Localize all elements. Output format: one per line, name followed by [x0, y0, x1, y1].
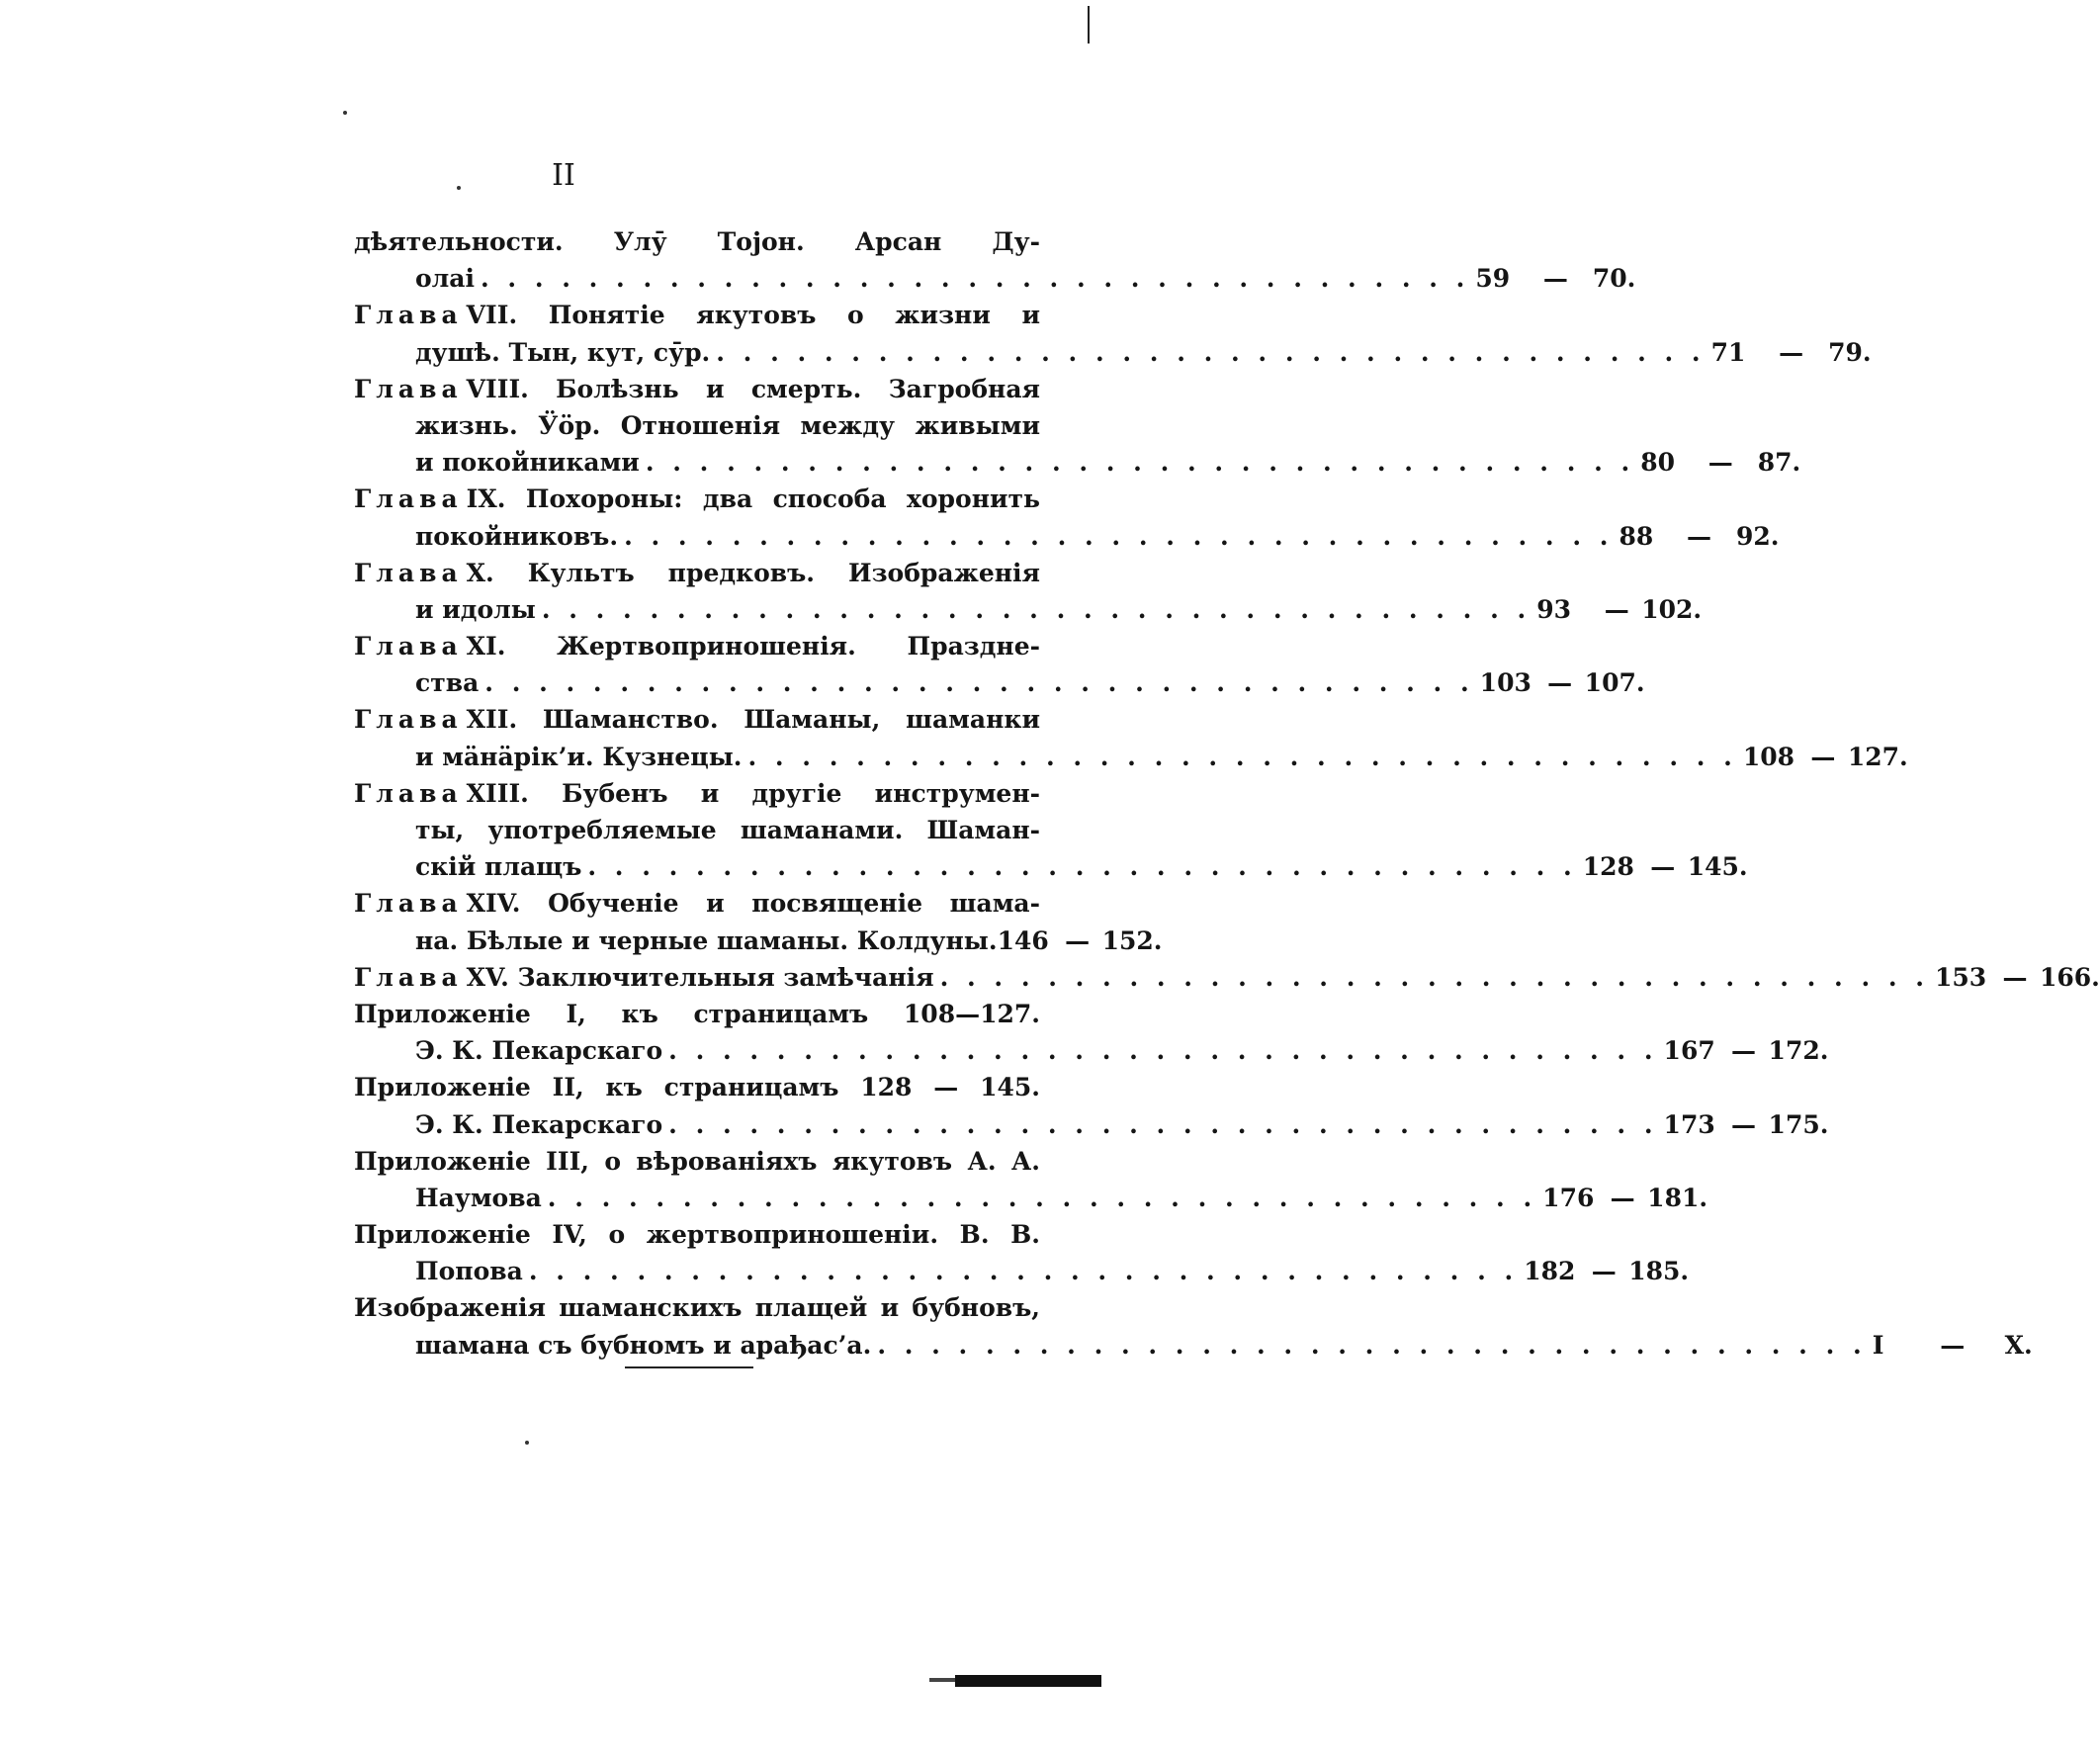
toc-entry-title: Э. К. Пекарскаго [415, 1109, 663, 1139]
page-from: I [1872, 1330, 1884, 1360]
page-to: 172. [1768, 1036, 1829, 1066]
toc-entry-title: X. Культъ предковъ. Изображенія [466, 558, 1040, 587]
print-speck [525, 1441, 529, 1445]
dot-leader: . . . . . . . . . . . . . . . . . . . . . . . . . . . . . . . . . . . . . [877, 1330, 1867, 1360]
range-dash: — [1731, 1109, 1757, 1139]
toc-entry-title: и мӓнӓрік’и. Кузнецы. [415, 742, 743, 771]
toc-entry-title: и покойниками [415, 448, 640, 478]
page-range [1873, 1327, 2033, 1364]
page-to: 181. [1647, 1183, 1708, 1212]
toc-entry-title: XI. Жертвоприношенія. Праздне- [466, 632, 1040, 661]
toc-line [354, 1069, 1088, 1105]
toc-line [354, 1143, 1088, 1180]
chapter-label: Глава [354, 778, 463, 808]
toc-line [354, 664, 1645, 701]
range-dash: — [1610, 1183, 1635, 1212]
dot-leader: . . . . . . . . . . . . . . . . . . . . . . . . . . . . . . . . . . . . . [547, 1183, 1537, 1212]
toc-entry-title: Приложеніе IV, о жертвоприношеніи. В. В. [354, 1220, 1040, 1250]
range-dash: — [1547, 668, 1573, 698]
page-to: 152. [1101, 925, 1163, 955]
toc-line [354, 812, 1088, 848]
page-from: 71 [1710, 337, 1746, 367]
page-from: 93 [1536, 594, 1571, 624]
page-edge-mark [1088, 6, 1090, 44]
toc-entry-title: VII. Понятіе якутовъ о жизни и [466, 301, 1040, 330]
toc-line [354, 555, 1088, 591]
range-dash: — [1604, 594, 1629, 624]
toc-line [354, 1253, 1690, 1289]
toc-line [354, 1289, 1088, 1326]
toc-line [354, 407, 1088, 444]
range-dash: — [1065, 925, 1091, 955]
page-to: 107. [1584, 668, 1645, 698]
page-range [1742, 739, 1908, 775]
toc-line [354, 1327, 2033, 1364]
range-dash: — [2002, 962, 2028, 992]
chapter-label: Глава [354, 962, 463, 992]
dot-leader: . . . . . . . . . . . . . . . . . . . . . . . . . . . . . . . . . . . . . [645, 448, 1635, 478]
toc-entry-title: дѣятельности. Улӯ Тојон. Арсан Ду- [354, 227, 1040, 256]
toc-line [354, 1106, 1829, 1143]
dot-leader: . . . . . . . . . . . . . . . . . . . . . . . . . . . . . . . . . . . . . [939, 962, 1929, 992]
toc-entry-title: VIII. Болѣзнь и смерть. Загробная [466, 374, 1040, 403]
chapter-label: Глава [354, 889, 463, 919]
chapter-label: Глава [354, 484, 463, 514]
dot-leader: . . . . . . . . . . . . . . . . . . . . . . . . . . . . . . . . . . . . . [668, 1109, 1658, 1139]
dot-leader: . . . . . . . . . . . . . . . . . . . . . . . . . . . . . . . . . . . . . [587, 852, 1577, 882]
page-from: 146 [997, 925, 1049, 955]
toc-entry-title: XII. Шаманство. Шаманы, шаманки [466, 705, 1040, 735]
toc-line [354, 1180, 1708, 1216]
toc-line [354, 1032, 1829, 1069]
toc-entry-title: скій плащъ [415, 852, 582, 882]
toc-line [354, 223, 1088, 260]
toc-entry-title: IX. Похороны: два способа хоронить [466, 484, 1040, 514]
page-range [1934, 959, 2100, 996]
page-to: 175. [1768, 1109, 1829, 1139]
toc-entry-title: Приложеніе III, о вѣрованіяхъ якутовъ А. А. [354, 1146, 1040, 1176]
page-range [1663, 1032, 1829, 1069]
range-dash: — [1731, 1036, 1757, 1066]
page-to: 127. [1847, 742, 1908, 771]
page-range [997, 923, 1163, 959]
page-range [1479, 664, 1645, 701]
page-to: 92. [1735, 521, 1780, 551]
chapter-label: Глава [354, 705, 463, 735]
chapter-label: Глава [354, 558, 463, 587]
range-dash: — [1810, 742, 1836, 771]
page-range [1663, 1106, 1829, 1143]
toc-entry-title: шамана съ бубномъ и арађас’а. [415, 1330, 872, 1360]
toc-line [354, 1216, 1088, 1253]
toc-line [354, 775, 1088, 812]
dot-leader: . . . . . . . . . . . . . . . . . . . . . . . . . . . . . . . . . . . . . [747, 742, 1737, 771]
page-from: 59 [1475, 264, 1511, 294]
dot-leader: . . . . . . . . . . . . . . . . . . . . . . . . . . . . . . . . . . . . . [668, 1036, 1658, 1066]
range-dash: — [1650, 852, 1676, 882]
dot-leader: . . . . . . . . . . . . . . . . . . . . . . . . . . . . . . . . . . . . . [716, 337, 1706, 367]
toc-entry-title: ты, употребляемые шаманами. Шаман- [415, 816, 1040, 844]
toc-entry-title: душѣ. Тын, кут, сӯр. [415, 337, 711, 367]
range-dash: — [1542, 264, 1568, 294]
toc-line [354, 518, 1780, 555]
page-range [1524, 1253, 1690, 1289]
dot-leader: . . . . . . . . . . . . . . . . . . . . . . . . . . . . . . . . . . . . . [624, 521, 1614, 551]
page-from: 128 [1582, 852, 1634, 882]
page-range [1711, 334, 1872, 371]
toc-entry-title: XV. Заключительныя замѣчанія [466, 962, 934, 992]
toc-line [354, 848, 1748, 885]
page-from: 182 [1524, 1257, 1576, 1286]
toc-entry-title: жизнь. Ӱӧр. Отношенія между живыми [415, 410, 1040, 440]
dot-leader: . . . . . . . . . . . . . . . . . . . . . . . . . . . . . . . . . . . . . [528, 1257, 1519, 1286]
toc-line [354, 371, 1088, 407]
page-range [1582, 848, 1748, 885]
table-of-contents [354, 223, 2100, 1364]
print-speck [457, 186, 461, 190]
toc-line [354, 923, 1163, 959]
toc-line [354, 444, 1801, 481]
toc-entry-title: Э. К. Пекарскаго [415, 1036, 663, 1066]
toc-entry-title: покойниковъ. [415, 521, 619, 551]
toc-line [354, 739, 1908, 775]
page-to: 185. [1628, 1257, 1690, 1286]
toc-entry-title: Приложеніе I, къ страницамъ 108—127. [354, 999, 1040, 1028]
page-range [1542, 1180, 1708, 1216]
toc-line [354, 334, 1872, 371]
toc-entry-title: XIV. Обученіе и посвященіе шама- [466, 889, 1040, 919]
toc-line [354, 996, 1088, 1032]
toc-line [354, 628, 1088, 664]
toc-entry-title: ства [415, 668, 480, 698]
range-dash: — [1779, 337, 1804, 367]
range-dash: — [1591, 1257, 1617, 1286]
page-from: 167 [1663, 1036, 1715, 1066]
page-from: 103 [1479, 668, 1531, 698]
chapter-label: Глава [354, 301, 463, 330]
toc-entry-title: Изображенія шаманскихъ плащей и бубновъ, [354, 1293, 1040, 1323]
toc-entry-title: Попова [415, 1257, 523, 1286]
toc-entry-title: Наумова [415, 1183, 542, 1212]
page-to: 79. [1828, 337, 1872, 367]
page-range [1475, 260, 1635, 297]
page-from: 88 [1619, 521, 1654, 551]
toc-entry-title: олаі [415, 264, 475, 294]
closing-rule [625, 1366, 753, 1368]
toc-line [354, 591, 1703, 628]
page-to: 145. [1687, 852, 1748, 882]
page-from: 80 [1640, 448, 1676, 478]
toc-line [354, 481, 1088, 517]
page-to: X. [2004, 1330, 2033, 1360]
toc-line [354, 701, 1088, 738]
page-range [1536, 591, 1703, 628]
range-dash: — [1707, 448, 1733, 478]
chapter-label: Глава [354, 374, 463, 403]
page-from: 108 [1742, 742, 1795, 771]
scan-edge-bar [955, 1675, 1101, 1687]
print-speck [343, 111, 347, 115]
toc-line [354, 959, 2100, 996]
toc-line [354, 885, 1088, 922]
page-from: 173 [1663, 1109, 1715, 1139]
page-from: 176 [1542, 1183, 1595, 1212]
page-to: 102. [1641, 594, 1703, 624]
toc-entry-title: Приложеніе II, къ страницамъ 128 — 145. [354, 1073, 1040, 1102]
range-dash: — [1686, 521, 1711, 551]
page-range [1619, 518, 1779, 555]
chapter-label: Глава [354, 632, 463, 661]
dot-leader: . . . . . . . . . . . . . . . . . . . . . . . . . . . . . . . . . . . . . [541, 594, 1531, 624]
toc-line [354, 260, 1636, 297]
dot-leader: . . . . . . . . . . . . . . . . . . . . . . . . . . . . . . . . . . . . . [481, 264, 1470, 294]
toc-entry-title: и идолы [415, 594, 536, 624]
page-to: 70. [1592, 264, 1636, 294]
page-range [1640, 444, 1800, 481]
page-number: II [552, 158, 575, 193]
toc-entry-title: XIII. Бубенъ и другіе инструмен- [466, 778, 1040, 808]
page-to: 166. [2039, 962, 2100, 992]
page-to: 87. [1757, 448, 1801, 478]
dot-leader: . . . . . . . . . . . . . . . . . . . . . . . . . . . . . . . . . . . . . [484, 668, 1474, 698]
range-dash: — [1940, 1330, 1966, 1360]
page-from: 153 [1934, 962, 1987, 992]
toc-entry-title: на. Бѣлые и черные шаманы. Колдуны. [415, 925, 998, 955]
toc-line [354, 297, 1088, 333]
